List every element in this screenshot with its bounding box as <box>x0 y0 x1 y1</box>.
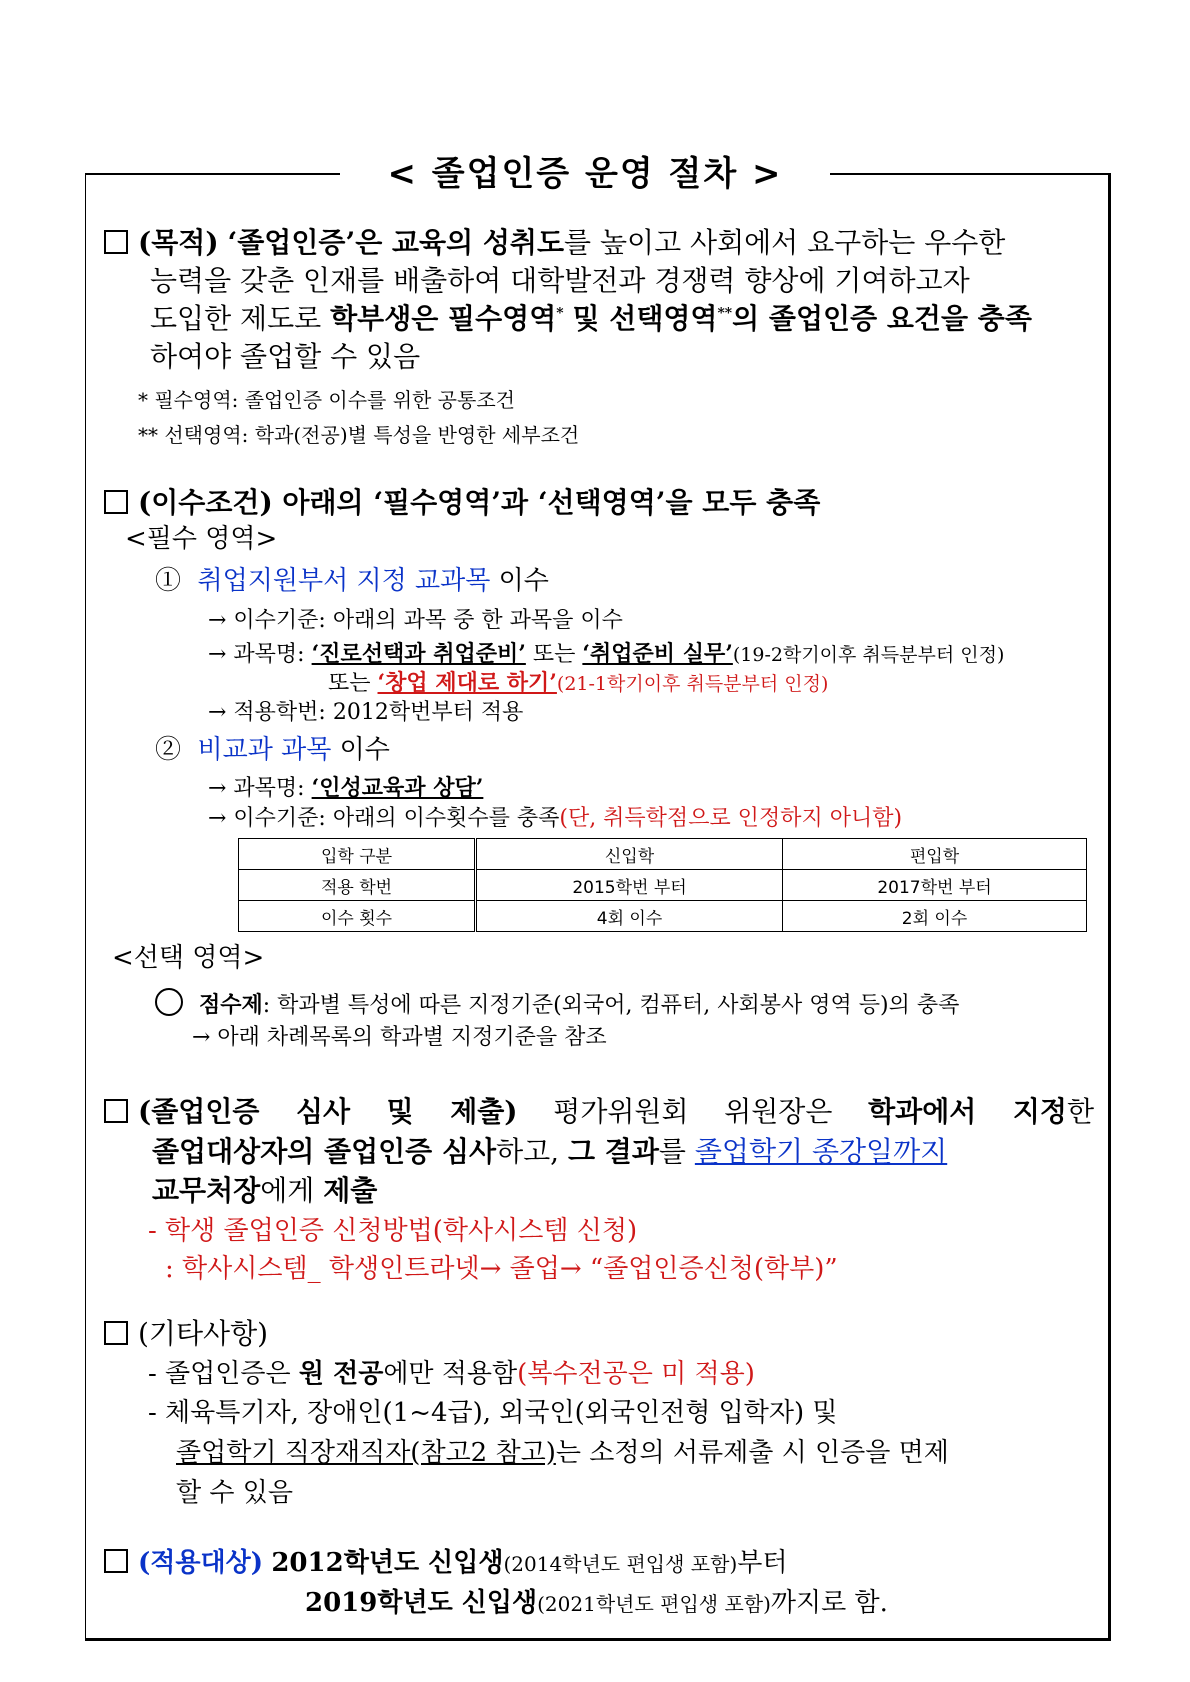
conditions-heading: (이수조건) 아래의 ‘필수영역’과 ‘선택영역’을 모두 충족 <box>104 489 820 517</box>
required-item-2: ② 비교과 과목 이수 <box>155 735 390 765</box>
elective-ref: → 아래 차례목록의 학과별 지정기준을 참조 <box>192 1025 607 1050</box>
table-cell: 적용 학번 <box>239 870 476 901</box>
purpose-note-1: * 필수영역: 졸업인증 이수를 위한 공통조건 <box>138 388 515 412</box>
etc-line-2: - 체육특기자, 장애인(1~4급), 외국인(외국인전형 입학자) 및 <box>148 1398 838 1428</box>
etc-line-3: 졸업학기 직장재직자(참고2 참고)는 소정의 서류제출 시 인증을 면제 <box>176 1438 949 1468</box>
review-line-1: (졸업인증 심사 및 제출) 평가위원회 위원장은 학과에서 지정한 <box>104 1098 1094 1126</box>
purpose-line-1: (목적) ‘졸업인증’은 교육의 성취도를 높이고 사회에서 요구하는 우수한 <box>104 229 1094 257</box>
required-item-1: ① 취업지원부서 지정 교과목 이수 <box>155 566 549 596</box>
table-cell: 2017학번 부터 <box>783 870 1087 901</box>
page-title: < 졸업인증 운영 절차 > <box>340 146 830 195</box>
item1-criteria: → 이수기준: 아래의 과목 중 한 과목을 이수 <box>208 608 623 633</box>
item1-course-line: → 과목명: ‘진로선택과 취업준비’ 또는 ‘취업준비 실무’(19-2학기이후 취득분부터 인정) <box>208 641 1005 667</box>
table-cell: 편입학 <box>783 839 1087 870</box>
target-line-2: 2019학년도 신입생(2021학년도 편입생 포함)까지로 함. <box>305 1588 888 1618</box>
item1-course-line-2: 또는 ‘창업 제대로 하기’(21-1학기이후 취득분부터 인정) <box>328 670 829 696</box>
completion-table <box>238 838 1087 932</box>
item2-course: → 과목명: ‘인성교육과 상담’ <box>208 775 484 801</box>
circle-bullet-icon <box>155 988 183 1016</box>
title-rule-right <box>830 173 1111 175</box>
elective-item: 점수제: 학과별 특성에 따른 지정기준(외국어, 컴퓨터, 사회봉사 영역 등)의 충족 <box>155 988 959 1017</box>
purpose-line-4: 하여야 졸업할 수 있음 <box>150 340 421 373</box>
etc-line-1: - 졸업인증은 원 전공에만 적용함(복수전공은 미 적용) <box>148 1359 755 1389</box>
table-row <box>239 839 1087 870</box>
table-row <box>239 870 1087 901</box>
review-line-2: 졸업대상자의 졸업인증 심사하고, 그 결과를 졸업학기 종강일까지 <box>152 1135 948 1168</box>
item2-criteria: → 이수기준: 아래의 이수횟수를 충족(단, 취득학점으로 인정하지 아니함) <box>208 806 903 831</box>
table-row <box>239 901 1087 932</box>
etc-heading: (기타사항) <box>104 1320 268 1348</box>
table-cell: 4회 이수 <box>476 901 783 932</box>
table-cell: 신입학 <box>476 839 783 870</box>
target-line-1: (적용대상) 2012학년도 신입생(2014학년도 편입생 포함)부터 <box>104 1549 787 1576</box>
checkbox-icon <box>104 1549 128 1573</box>
table-cell: 이수 횟수 <box>239 901 476 932</box>
checkbox-icon <box>104 490 128 514</box>
title-rule-left <box>85 173 340 175</box>
purpose-line-3: 도입한 제도로 학부생은 필수영역* 및 선택영역**의 졸업인증 요건을 충족 <box>150 302 1032 335</box>
etc-line-4: 할 수 있음 <box>176 1478 293 1508</box>
elective-area-label: <선택 영역> <box>112 943 265 973</box>
review-path: : 학사시스템_ 학생인트라넷→ 졸업→ “졸업인증신청(학부)” <box>165 1254 838 1284</box>
table-cell: 입학 구분 <box>239 839 476 870</box>
checkbox-icon <box>104 230 128 254</box>
item1-apply: → 적용학번: 2012학번부터 적용 <box>208 700 524 725</box>
review-line-3: 교무처장에게 제출 <box>152 1174 378 1207</box>
purpose-note-2: ** 선택영역: 학과(전공)별 특성을 반영한 세부조건 <box>138 423 580 447</box>
purpose-line-2: 능력을 갖춘 인재를 배출하여 대학발전과 경쟁력 향상에 기여하고자 <box>150 264 970 297</box>
required-area-label: <필수 영역> <box>125 524 278 554</box>
checkbox-icon <box>104 1321 128 1345</box>
review-method: - 학생 졸업인증 신청방법(학사시스템 신청) <box>148 1216 638 1246</box>
checkbox-icon <box>104 1099 128 1123</box>
table-cell: 2015학번 부터 <box>476 870 783 901</box>
table-cell: 2회 이수 <box>783 901 1087 932</box>
